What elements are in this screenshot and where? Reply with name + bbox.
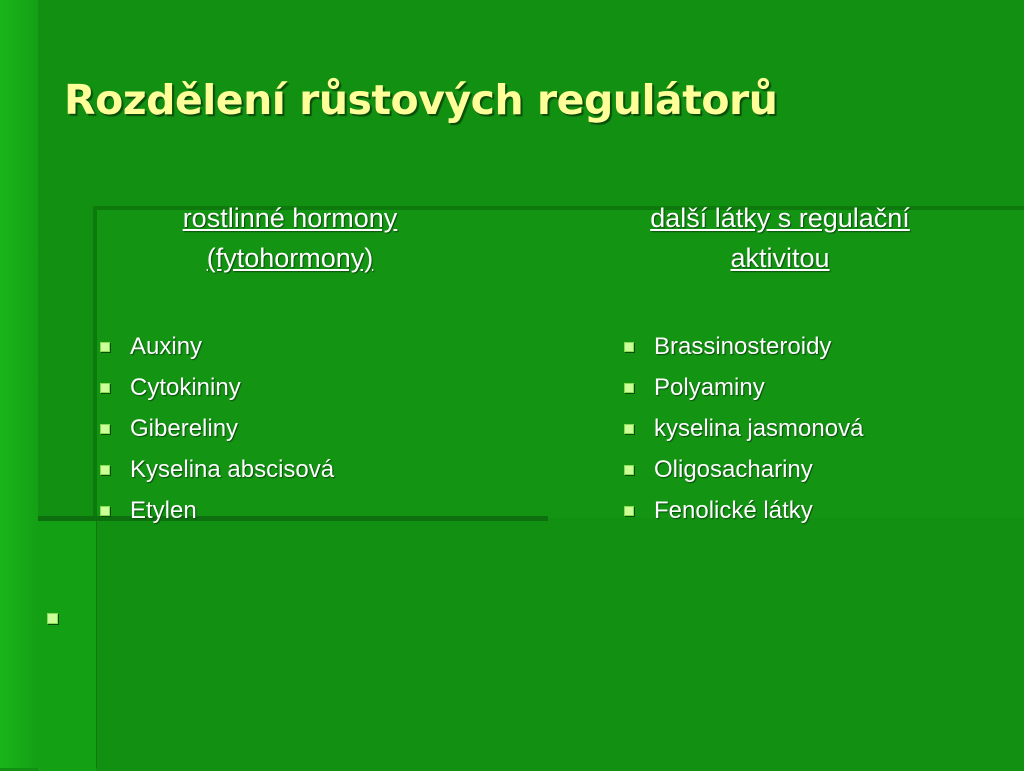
list-item-label: Auxiny [130,332,203,360]
left-bullet-list [98,326,334,531]
list-item-label: Polyaminy [654,373,765,401]
list-item [622,490,863,531]
list-item-label: Etylen [130,496,197,524]
list-item [98,326,334,367]
square-bullet-icon [624,506,634,516]
list-item-label: Oligosachariny [654,455,813,483]
list-item [622,449,863,490]
slide-title: Rozdělení růstových regulátorů [64,76,778,124]
list-item-label: Brassinosteroidy [654,332,832,360]
right-bullet-list [622,326,863,531]
list-item [98,367,334,408]
list-item [98,490,334,531]
square-bullet-icon [624,383,634,393]
list-item [98,408,334,449]
empty-square-bullet-icon [47,613,58,624]
square-bullet-icon [100,342,110,352]
list-item [98,449,334,490]
list-item-label: kyselina jasmonová [654,414,864,442]
right-column-heading [590,198,970,278]
right-heading-line1: další látky s regulační [650,203,910,233]
list-item-label: Kyselina abscisová [130,455,335,483]
list-item [622,408,863,449]
background-left-strip [0,0,38,768]
square-bullet-icon [624,424,634,434]
list-item-label: Gibereliny [130,414,239,442]
list-item-label: Cytokininy [130,373,241,401]
list-item [622,326,863,367]
list-item [622,367,863,408]
right-heading-line2: aktivitou [730,243,830,273]
square-bullet-icon [624,342,634,352]
square-bullet-icon [100,506,110,516]
square-bullet-icon [100,383,110,393]
square-bullet-icon [624,465,634,475]
list-item-label: Fenolické látky [654,496,813,524]
background-lower-block [38,518,96,771]
left-heading-line2: (fytohormony) [206,243,374,273]
left-heading-line1: rostlinné hormony [182,203,398,233]
square-bullet-icon [100,465,110,475]
left-column-heading [110,198,470,278]
square-bullet-icon [100,424,110,434]
